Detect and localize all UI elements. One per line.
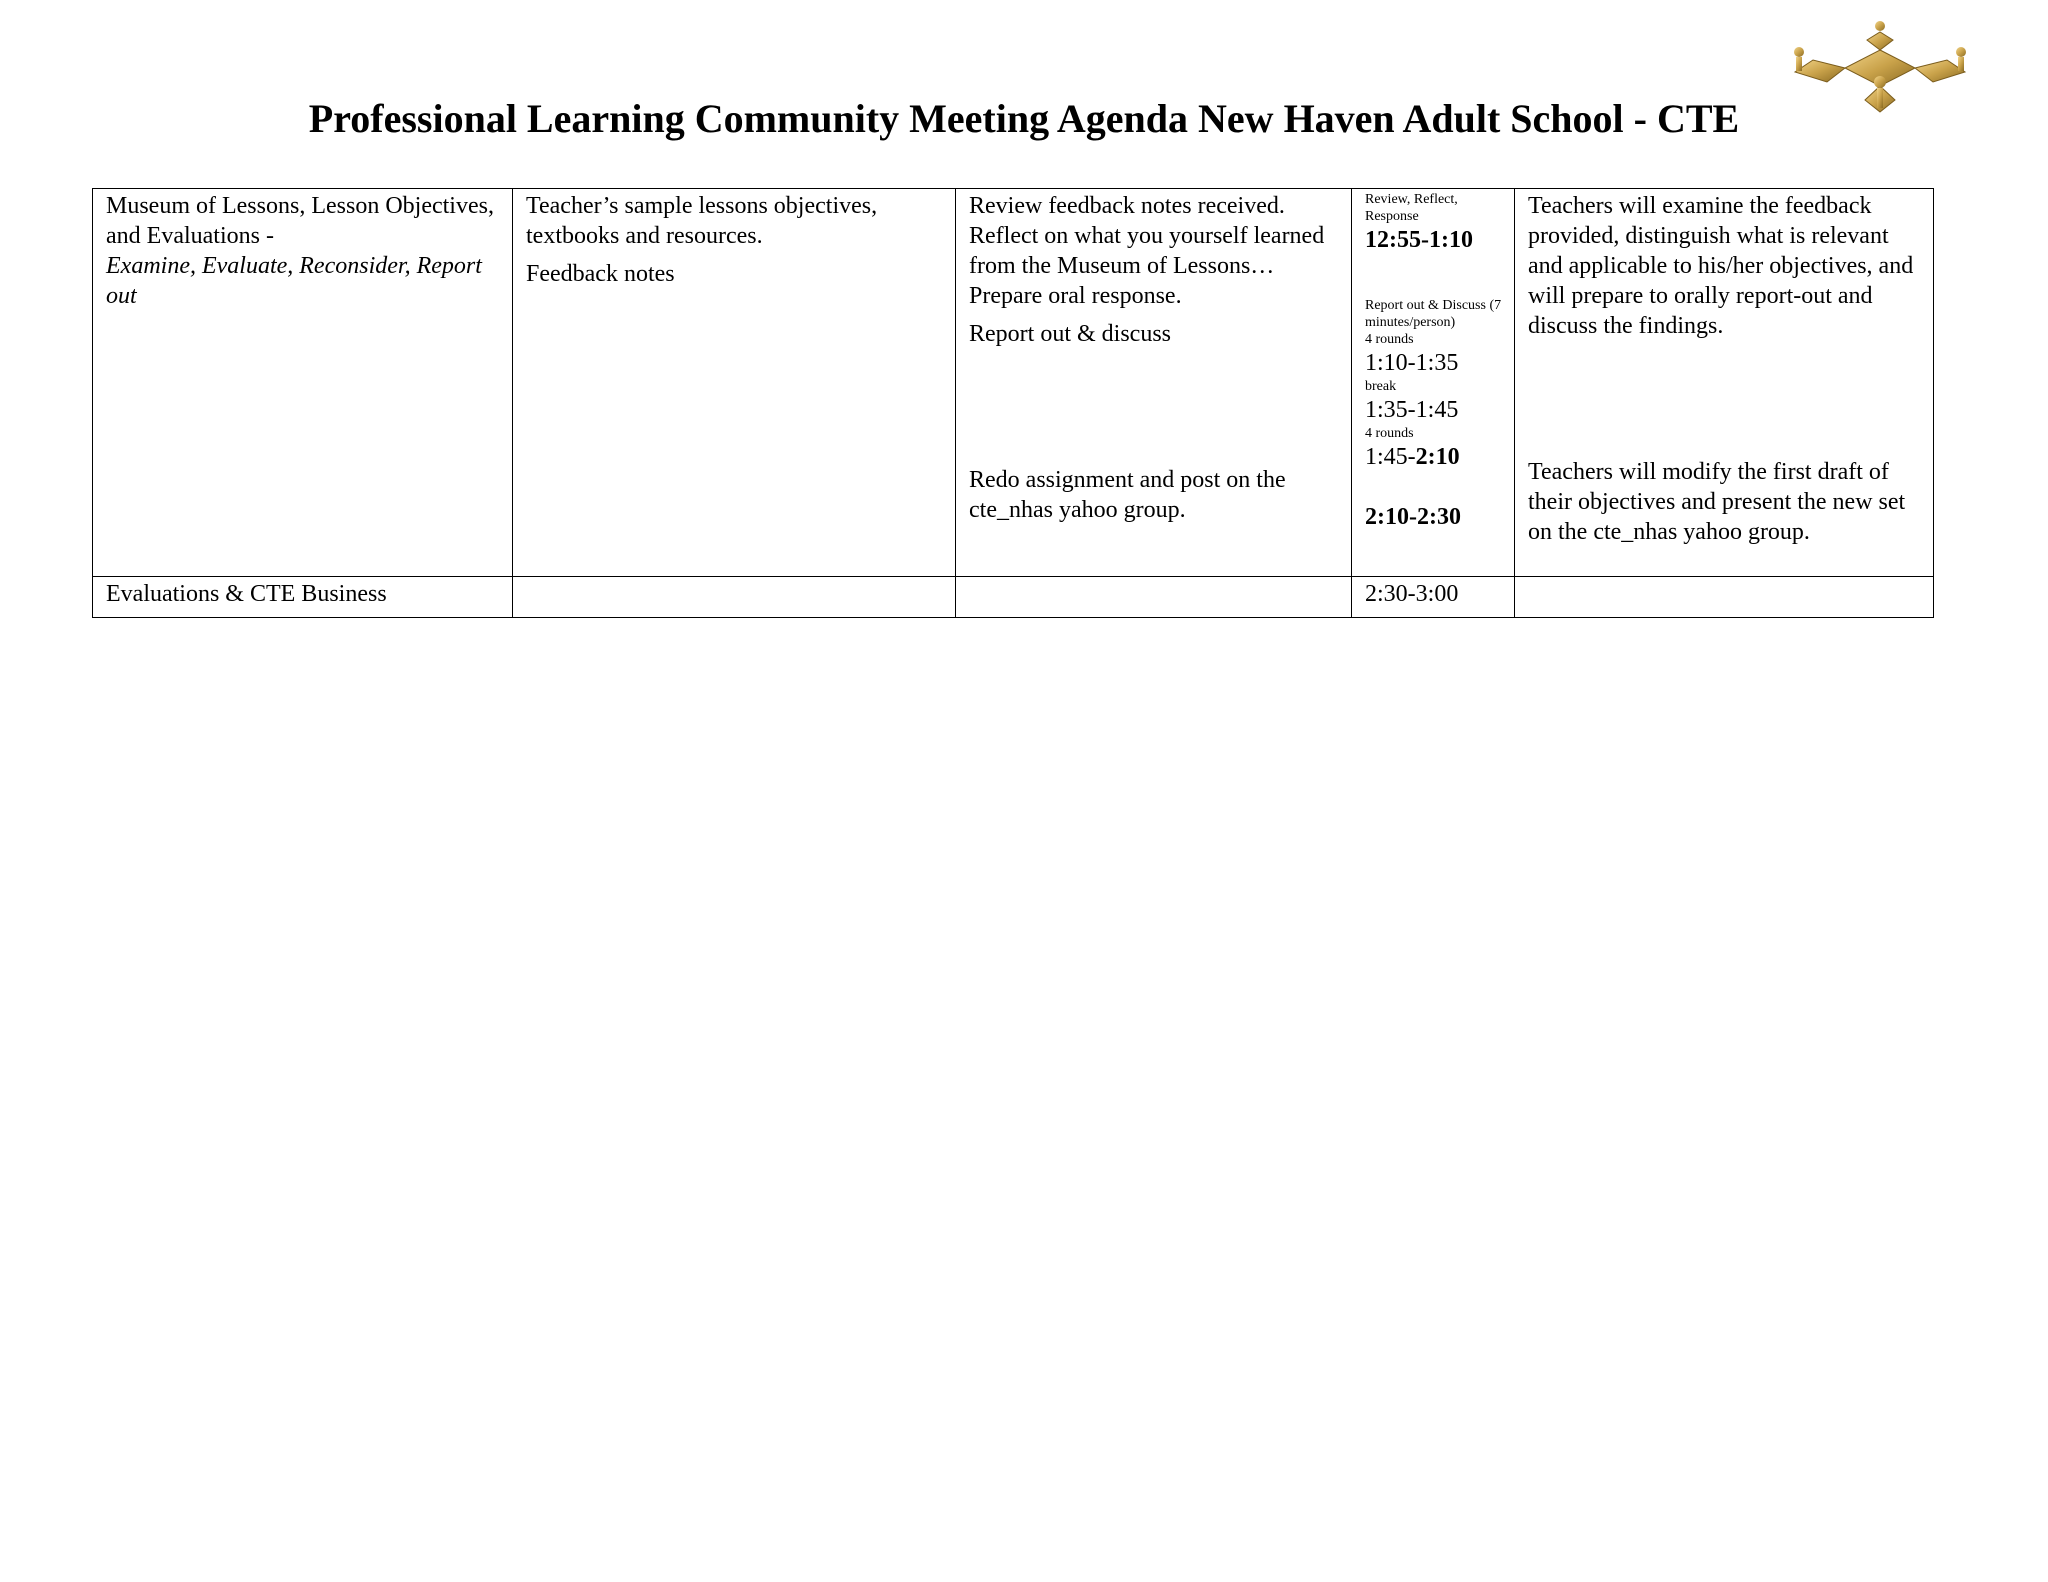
time-cell: 2:30-3:00 (1352, 577, 1515, 618)
materials-cell (513, 577, 956, 618)
activity-cell (956, 189, 1352, 577)
time-value: 2:10-2:30 (1365, 504, 1461, 530)
table-row (93, 189, 1934, 577)
materials-text: Teacher’s sample lessons objectives, textbooks and resources. (526, 193, 878, 249)
time-value (1365, 442, 1502, 472)
outcome-cell (1515, 189, 1934, 577)
time-value: 12:55-1:10 (1365, 227, 1473, 253)
materials-text-2: Feedback notes (526, 261, 675, 287)
outcome-cell (1515, 577, 1934, 618)
topic-italic-text: Examine, Evaluate, Reconsider, Report out (106, 253, 482, 309)
outcome-text-1: Teachers will examine the feedback provided, distinguish what is relevant and applicable to his/her objectives, and will prepare to orally report-out and discuss the findings. (1528, 193, 1914, 339)
table-row (93, 577, 1934, 618)
topic-cell: Evaluations & CTE Business (93, 577, 513, 618)
activity-text-1: Review feedback notes received. Reflect on what you yourself learned from the Museum of Lessons…Prepare oral response. (969, 193, 1325, 309)
time-label: Report out & Discuss (7 minutes/person) (1365, 298, 1502, 330)
time-end: 2:10 (1415, 444, 1460, 470)
time-label: Review, Reflect, Response (1365, 192, 1458, 224)
activity-text-2: Report out & discuss (969, 321, 1171, 347)
time-value: 1:10-1:35 (1365, 350, 1459, 376)
agenda-table (92, 188, 1934, 618)
topic-text: Museum of Lessons, Lesson Objectives, and Evaluations - (106, 193, 494, 249)
outcome-text-2: Teachers will modify the first draft of their objectives and present the new set on the cte_nhas yahoo group. (1528, 459, 1906, 545)
activity-cell (956, 577, 1352, 618)
time-start: 1:45- (1365, 444, 1416, 470)
topic-cell (93, 189, 513, 577)
page-title: Professional Learning Community Meeting Agenda New Haven Adult School - CTE (308, 96, 1740, 141)
time-label: 4 rounds (1365, 426, 1414, 441)
time-value: 1:35-1:45 (1365, 397, 1459, 423)
time-cell (1352, 189, 1515, 577)
time-label: break (1365, 379, 1397, 394)
materials-cell (513, 189, 956, 577)
time-label: 4 rounds (1365, 332, 1414, 347)
activity-text-3: Redo assignment and post on the cte_nhas yahoo group. (969, 467, 1286, 523)
